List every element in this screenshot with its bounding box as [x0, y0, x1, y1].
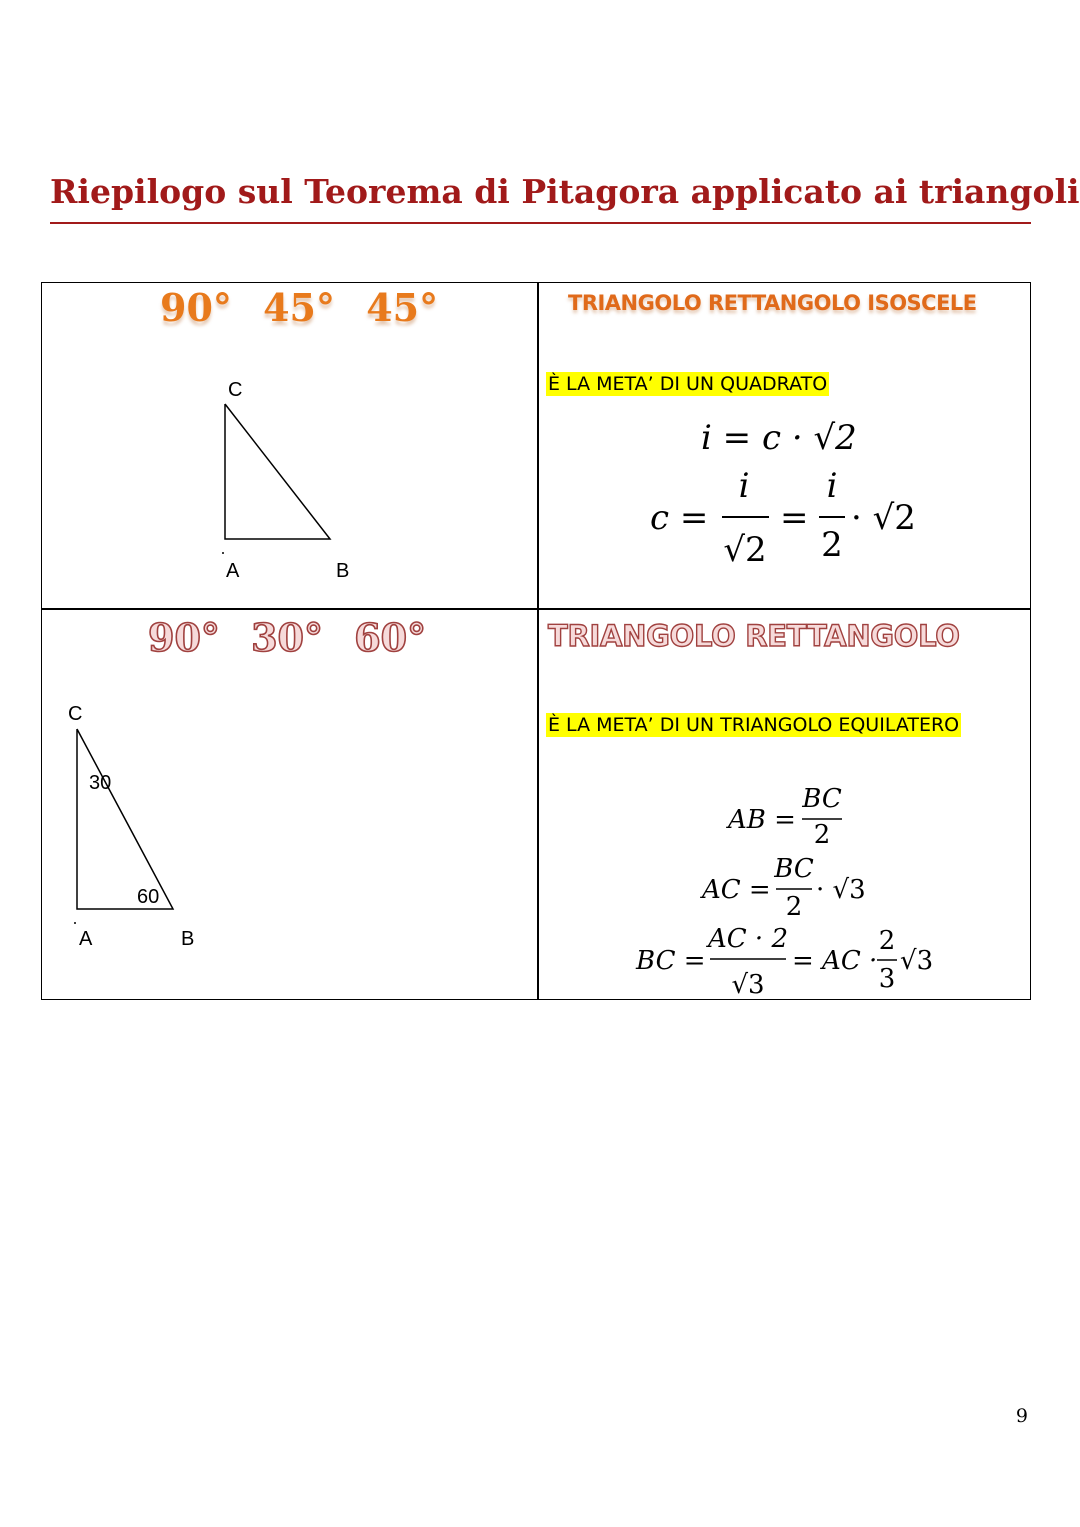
page-number: 9: [1015, 1405, 1028, 1427]
heading-right-triangle: TRIANGOLO RETTANGOLO: [548, 619, 960, 653]
formula-ab-denominator: 2: [813, 820, 831, 850]
formula-ac-lhs: AC =: [702, 875, 771, 905]
vertex-label-a: A: [226, 560, 240, 582]
title-underline: [50, 222, 1031, 224]
formula-bc-tail: √3: [900, 946, 934, 976]
formula-ab-lhs: AB =: [728, 805, 796, 835]
vertex-dot: [222, 552, 224, 554]
formula-i-equals: i = c · √2: [701, 418, 857, 458]
cell-30-60-text: [538, 609, 1032, 999]
angle-label-30: 30: [89, 772, 112, 794]
formula-bc-lhs: BC =: [636, 946, 706, 976]
vertex-label-c: C: [68, 703, 83, 725]
summary-table: [41, 282, 1031, 1000]
page-title: Riepilogo sul Teorema di Pitagora applicato ai triangoli: [50, 172, 1080, 211]
right-triangle-formulas: [538, 609, 1032, 999]
triangle-outline: [225, 404, 330, 539]
formula-bc-numerator: AC · 2: [707, 924, 789, 954]
fraction-numerator: i: [738, 466, 750, 506]
formula-c-lhs: c =: [650, 498, 709, 538]
fraction2-denominator: 2: [821, 525, 843, 565]
fraction2-numerator: i: [826, 466, 838, 506]
formula-ab-numerator: BC: [802, 784, 842, 814]
isosceles-formulas: [538, 283, 1032, 607]
angles-30-60-90: 90° 30° 60°: [148, 615, 427, 660]
highlight-half-square: È LA META’ DI UN QUADRATO: [548, 373, 828, 395]
heading-isosceles-right-triangle: TRIANGOLO RETTANGOLO ISOSCELE: [568, 291, 977, 315]
formula-bc-denominator2: 3: [878, 964, 896, 994]
formula-ac-denominator: 2: [785, 892, 803, 922]
vertex-label-c: C: [228, 379, 243, 401]
isosceles-right-triangle-figure: [42, 283, 536, 607]
angle-label-60: 60: [137, 886, 160, 908]
vertex-dot: [74, 922, 76, 924]
formula-ac-numerator: BC: [774, 854, 814, 884]
highlight-half-equilateral: È LA META’ DI UN TRIANGOLO EQUILATERO: [548, 714, 960, 736]
formula-bc-numerator2: 2: [878, 926, 896, 956]
right-triangle-30-60-figure: [42, 609, 536, 999]
equals-sign: =: [780, 498, 809, 538]
formula-bc-middle: = AC ·: [792, 946, 878, 976]
formula-bc-denominator: √3: [731, 970, 765, 1000]
formula-ac-tail: · √3: [816, 875, 866, 905]
cell-30-60-figure: [42, 609, 536, 999]
formula-tail: · √2: [851, 498, 916, 538]
vertex-label-a: A: [79, 928, 93, 950]
vertex-label-b: B: [181, 928, 195, 950]
cell-isosceles-text: [538, 283, 1032, 607]
triangle-outline: [77, 729, 173, 909]
vertex-label-b: B: [336, 560, 350, 582]
angles-45-45-90: 90° 45° 45°: [160, 285, 439, 330]
cell-isosceles-figure: [42, 283, 536, 607]
fraction-denominator: √2: [723, 530, 767, 570]
